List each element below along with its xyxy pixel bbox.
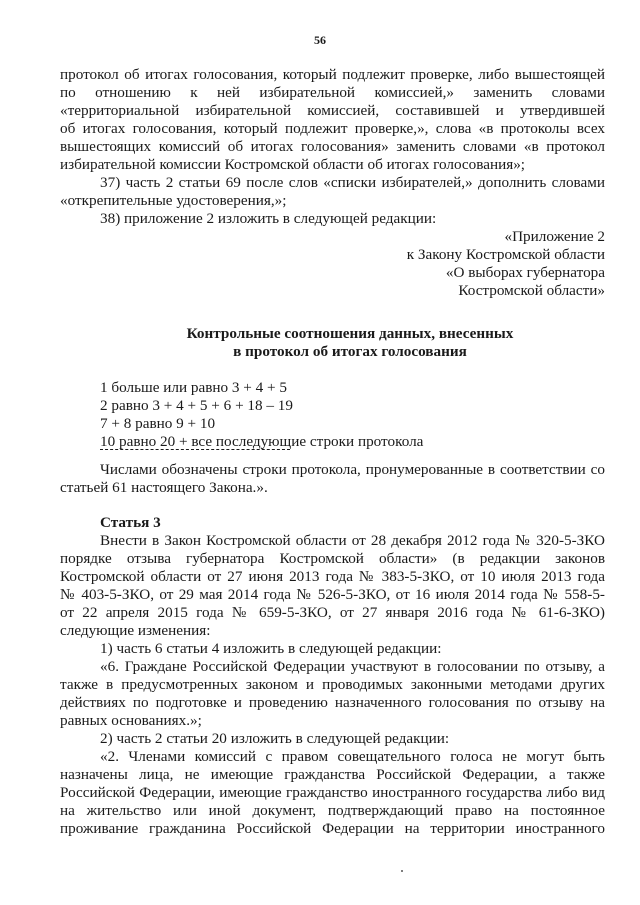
footnote-separator bbox=[100, 449, 290, 450]
relation-line: 7 + 8 равно 9 + 10 bbox=[100, 415, 216, 432]
appendix-line: «О выборах губернатора bbox=[445, 264, 605, 281]
relation-line: 1 больше или равно 3 + 4 + 5 bbox=[100, 379, 288, 396]
text-line: 37) часть 2 статьи 69 после слов «списки избирателей,» дополнить словами bbox=[100, 174, 605, 191]
page-number: 56 bbox=[314, 33, 326, 47]
article-line: Внести в Закон Костромской области от 28 декабря 2012 года № 320-5-ЗКО bbox=[100, 532, 605, 549]
text-line: об итогах голосования, который подлежит проверке,», слова «в протоколы всех bbox=[60, 120, 605, 137]
article-line: на жительство или иной документ, подтверждающий право на постоянное bbox=[60, 802, 605, 819]
article-line: проживание гражданина Российской Федерации на территории иностранного bbox=[60, 820, 605, 837]
scan-speck bbox=[401, 870, 403, 872]
article-line: назначены лица, не имеющие гражданства Российской Федерации, а также bbox=[60, 766, 605, 783]
article-heading: Статья 3 bbox=[100, 514, 161, 531]
article-line: «2. Членами комиссий с правом совещательного голоса не могут быть bbox=[100, 748, 605, 765]
section-title-line: Контрольные соотношения данных, внесенных bbox=[186, 325, 514, 342]
article-line: № 403-5-ЗКО, от 29 мая 2014 года № 526-5-ЗКО, от 16 июля 2014 года № 558-5- bbox=[60, 586, 605, 603]
appendix-line: к Закону Костромской области bbox=[406, 246, 605, 263]
article-line: 2) часть 2 статьи 20 изложить в следующей редакции: bbox=[100, 730, 450, 747]
text-line: 38) приложение 2 изложить в следующей редакции: bbox=[100, 210, 437, 227]
text-line: вышестоящих комиссий об итогах голосования» заменить словами «в протокол bbox=[60, 138, 605, 155]
text-line: по отношению к ней избирательной комиссией,» заменить словами bbox=[60, 84, 605, 101]
footnote-line: Числами обозначены строки протокола, пронумерованные в соответствии со bbox=[100, 461, 605, 478]
article-line: также в предусмотренных законом и проводимых законными методами других bbox=[60, 676, 605, 693]
text-line: избирательной комиссии Костромской области об итогах голосования»; bbox=[60, 156, 526, 173]
appendix-line: Костромской области» bbox=[458, 282, 605, 299]
footnote-line: статьей 61 настоящего Закона.». bbox=[60, 479, 268, 496]
article-line: Костромской области от 27 июня 2013 года № 383-5-ЗКО, от 10 июля 2013 года bbox=[60, 568, 605, 585]
article-line: Российской Федерации, имеющие гражданство иностранного государства либо вид bbox=[60, 784, 605, 801]
article-line: от 22 апреля 2015 года № 659-5-ЗКО, от 27 января 2016 года № 61-6-ЗКО) bbox=[60, 604, 605, 621]
article-line: порядке отзыва губернатора Костромской области» (в редакции законов bbox=[60, 550, 605, 567]
appendix-line: «Приложение 2 bbox=[504, 228, 605, 245]
text-line: протокол об итогах голосования, который подлежит проверке, либо вышестоящей bbox=[60, 66, 605, 83]
relation-line: 2 равно 3 + 4 + 5 + 6 + 18 – 19 bbox=[100, 397, 293, 414]
relation-line: 10 равно 20 + все последующие строки протокола bbox=[100, 433, 424, 450]
text-line: «открепительные удостоверения,»; bbox=[60, 192, 287, 209]
article-line: 1) часть 6 статьи 4 изложить в следующей редакции: bbox=[100, 640, 442, 657]
article-line: «6. Граждане Российской Федерации участвуют в голосовании по отзыву, а bbox=[100, 658, 605, 675]
article-line: следующие изменения: bbox=[60, 622, 211, 639]
section-title-line: в протокол об итогах голосования bbox=[233, 343, 467, 360]
article-line: равных основаниях.»; bbox=[60, 712, 202, 729]
text-line: «территориальной избирательной комиссией, составившей и утвердившей bbox=[60, 102, 605, 119]
article-line: действиях по подготовке и проведению назначенного голосования по отзыву на bbox=[60, 694, 605, 711]
